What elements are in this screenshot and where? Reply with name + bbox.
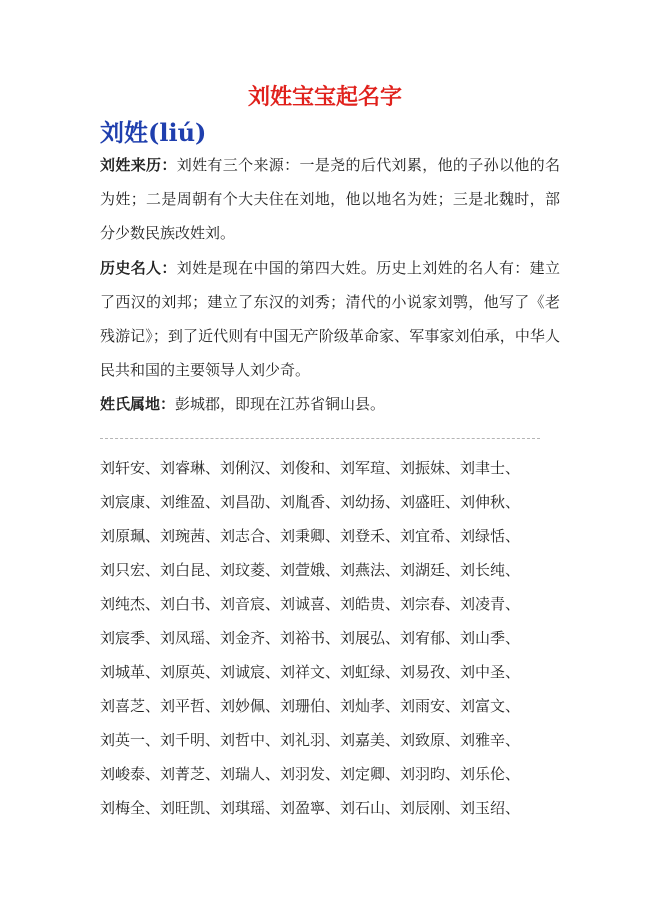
- name-row: 刘纯杰、刘白书、刘音宸、刘诚喜、刘皓贵、刘宗春、刘凌青、: [100, 595, 521, 613]
- origin-paragraph: [100, 148, 560, 250]
- document-title: 刘姓宝宝起名字: [247, 84, 402, 110]
- region-text: 彭城郡，即现在江苏省铜山县。: [175, 395, 386, 413]
- origin-text: 刘姓有三个来源：一是尧的后代刘累，他的子孙以他的名为姓；二是周朝有个大夫住在刘地，他以地名为姓；三是北魏时，部分少数民族改姓刘。: [100, 156, 560, 242]
- origin-label: 刘姓来历：: [100, 156, 177, 174]
- famous-text: 刘姓是现在中国的第四大姓。历史上刘姓的名人有：建立了西汉的刘邦；建立了东汉的刘秀；清代的小说家刘鹗，他写了《老残游记》；到了近代则有中国无产阶级革命家、军事家刘伯承，中华人民共和国的主要领导人刘少奇。: [100, 259, 560, 379]
- dashed-divider: [100, 438, 540, 439]
- name-row: 刘城革、刘原英、刘诚宸、刘祥文、刘虹绿、刘易孜、刘中圣、: [100, 663, 521, 681]
- name-row: 刘喜芝、刘平哲、刘妙佩、刘珊伯、刘灿孝、刘雨安、刘富文、: [100, 697, 521, 715]
- name-row: 刘宸季、刘凤瑶、刘金齐、刘裕书、刘展弘、刘宥郁、刘山季、: [100, 629, 521, 647]
- name-row: 刘轩安、刘睿琳、刘俐汉、刘俊和、刘军瑄、刘振妹、刘聿士、: [100, 459, 521, 477]
- region-label: 姓氏属地：: [100, 395, 176, 413]
- name-row: 刘英一、刘千明、刘哲中、刘礼羽、刘嘉美、刘致原、刘雅辛、: [100, 731, 521, 749]
- surname-heading: 刘姓(liú): [100, 118, 207, 147]
- name-row: 刘宸康、刘维盈、刘昌劭、刘胤香、刘幼扬、刘盛旺、刘伸秋、: [100, 493, 521, 511]
- name-row: 刘峻泰、刘菁芝、刘瑞人、刘羽发、刘定卿、刘羽昀、刘乐伦、: [100, 765, 521, 783]
- name-row: 刘只宏、刘白昆、刘玟菱、刘萱娥、刘燕法、刘湖廷、刘长纯、: [100, 561, 521, 579]
- famous-people-paragraph: [100, 251, 560, 387]
- name-row: 刘梅全、刘旺凯、刘琪瑶、刘盈寧、刘石山、刘辰刚、刘玉绍、: [100, 799, 521, 817]
- name-list: [100, 451, 570, 825]
- region-paragraph: [100, 387, 560, 421]
- name-row: 刘原珮、刘琬茜、刘志合、刘秉卿、刘登禾、刘宜希、刘绿恬、: [100, 527, 521, 545]
- famous-label: 历史名人：: [100, 259, 177, 277]
